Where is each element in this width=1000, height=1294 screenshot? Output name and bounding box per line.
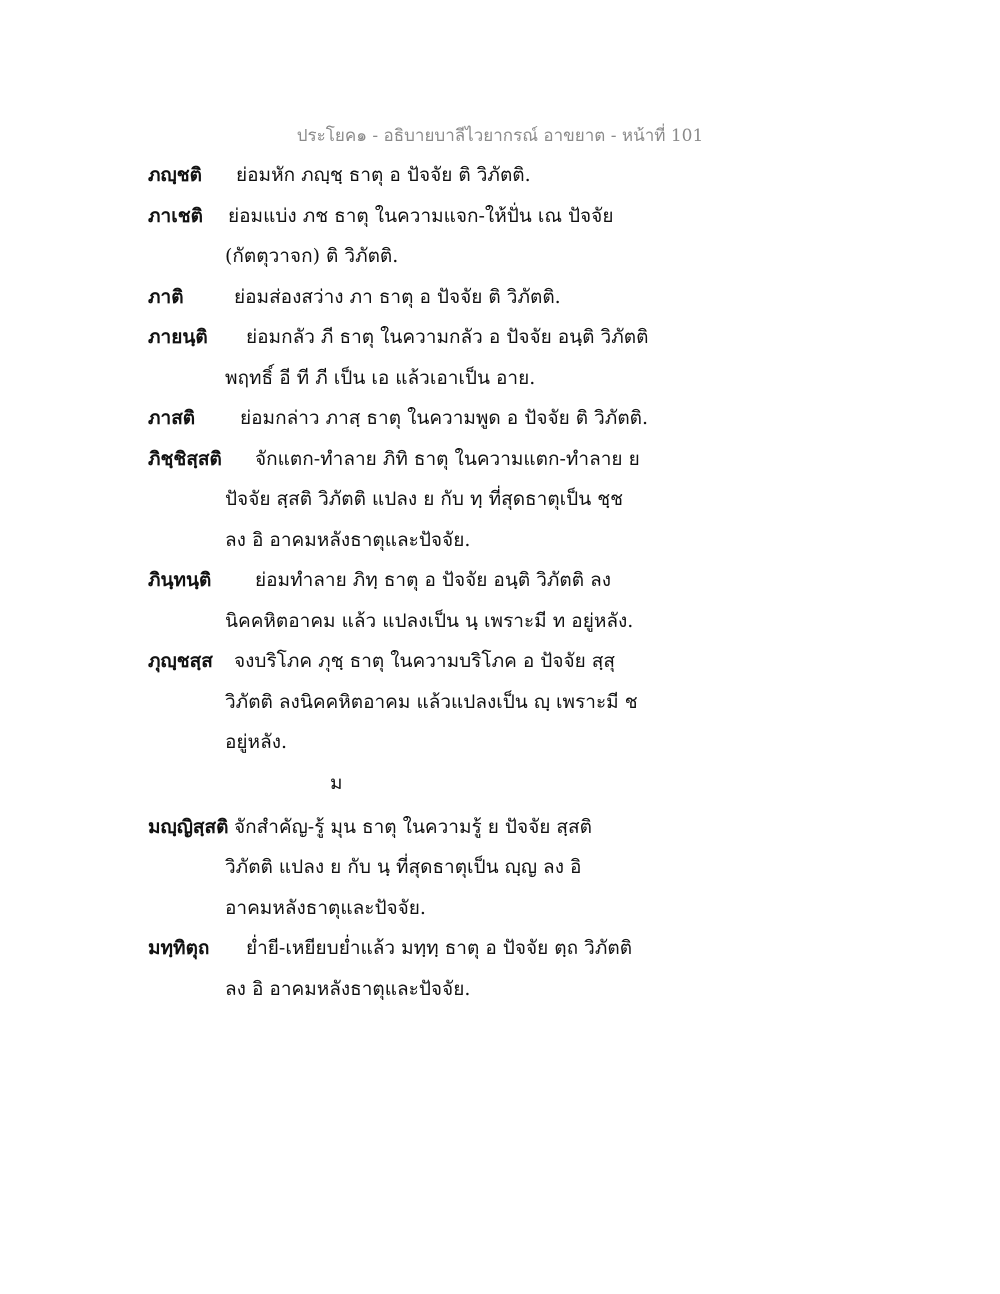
entry-line xyxy=(148,401,668,442)
entry-definition: ย่อมกลัว ภี ธาตุ ในความกลัว อ ปัจจัย อนฺติ วิภัตติ xyxy=(246,326,649,348)
glossary-entry xyxy=(148,442,668,564)
entry-term: ภินฺทนฺติ xyxy=(148,569,212,591)
entry-line xyxy=(148,199,668,240)
entry-line xyxy=(148,280,668,321)
entry-line xyxy=(148,361,668,402)
entry-line xyxy=(148,482,668,523)
entry-line xyxy=(148,891,668,932)
entry-line xyxy=(148,442,668,483)
entry-line xyxy=(148,972,668,1013)
glossary-content xyxy=(148,158,668,1012)
entry-term: ภิชฺชิสฺสติ xyxy=(148,447,222,470)
entry-line xyxy=(148,563,668,604)
entry-definition: อยู่หลัง. xyxy=(225,731,288,753)
entry-term: ภญฺชติ xyxy=(148,164,202,186)
glossary-entry xyxy=(148,931,668,1012)
glossary-entry xyxy=(148,644,668,766)
entry-definition: ลง อิ อาคมหลังธาตุและปัจจัย. xyxy=(225,528,471,551)
section-letter: ม xyxy=(330,771,343,794)
glossary-entry xyxy=(148,158,668,199)
entry-line xyxy=(148,604,668,645)
entry-definition: พฤทธิ์ อี ที ภี เป็น เอ แล้วเอาเป็น อาย. xyxy=(225,366,536,389)
glossary-entry xyxy=(148,810,668,932)
entry-line xyxy=(148,685,668,726)
entry-definition: จักแตก-ทำลาย ภิทิ ธาตุ ในความแตก-ทำลาย ย xyxy=(255,447,640,470)
entry-definition: ย่อมส่องสว่าง ภา ธาตุ อ ปัจจัย ติ วิภัตติ. xyxy=(234,285,561,308)
glossary-entry xyxy=(148,563,668,644)
entry-line xyxy=(148,931,668,972)
entry-definition: ย่ำยี-เหยียบย่ำแล้ว มทฺทฺ ธาตุ อ ปัจจัย ตฺถ วิภัตติ xyxy=(246,937,633,959)
entry-term: ภาติ xyxy=(148,285,184,308)
glossary-entry xyxy=(148,320,668,401)
glossary-entry xyxy=(148,280,668,321)
entry-line xyxy=(148,850,668,891)
entry-term: ภายนฺติ xyxy=(148,326,208,348)
entry-definition: ย่อมหัก ภญฺชฺ ธาตุ อ ปัจจัย ติ วิภัตติ. xyxy=(236,164,531,186)
entry-definition: วิภัตติ แปลง ย กับ นฺ ที่สุดธาตุเป็น ญฺญ ลง อิ xyxy=(225,856,582,878)
glossary-entry xyxy=(148,199,668,280)
entry-definition: จงบริโภค ภุชฺ ธาตุ ในความบริโภค อ ปัจจัย สฺสุ xyxy=(234,650,615,672)
entry-line xyxy=(148,810,668,851)
entry-line xyxy=(148,239,668,280)
page-header: ประโยค๑ - อธิบายบาลีไวยากรณ์ อาขยาต - หน้าที่ 101 xyxy=(296,126,704,146)
entry-definition: ย่อมกล่าว ภาสฺ ธาตุ ในความพูด อ ปัจจัย ติ วิภัตติ. xyxy=(240,407,649,429)
entry-line xyxy=(148,644,668,685)
entry-term: มญฺญิสฺสติ xyxy=(148,815,229,838)
entry-definition: นิคคหิตอาคม แล้ว แปลงเป็น นฺ เพราะมี ท อยู่หลัง. xyxy=(225,609,634,632)
entry-definition: วิภัตติ ลงนิคคหิตอาคม แล้วแปลงเป็น ญฺ เพราะมี ช xyxy=(225,690,638,713)
entry-definition: จักสำคัญ-รู้ มุน ธาตุ ในความรู้ ย ปัจจัย สฺสติ xyxy=(234,815,592,838)
entry-definition: ปัจจัย สฺสติ วิภัตติ แปลง ย กับ ทฺ ที่สุดธาตุเป็น ชฺช xyxy=(225,488,624,510)
entry-line xyxy=(148,158,668,199)
entry-term: ภาสติ xyxy=(148,407,196,429)
entry-definition: ย่อมทำลาย ภิทฺ ธาตุ อ ปัจจัย อนฺติ วิภัตติ ลง xyxy=(255,569,612,591)
entry-definition: ย่อมแบ่ง ภช ธาตุ ในความแจก-ให้ปั่น เณ ปัจจัย xyxy=(228,204,614,227)
glossary-entry xyxy=(148,401,668,442)
entry-line xyxy=(148,523,668,564)
entry-line xyxy=(148,725,668,766)
entry-definition: ลง อิ อาคมหลังธาตุและปัจจัย. xyxy=(225,977,471,1000)
entry-term: มทฺทิตุถ xyxy=(148,937,210,959)
entry-line xyxy=(148,320,668,361)
entry-definition: (กัตตุวาจก) ติ วิภัตติ. xyxy=(225,245,399,267)
entry-term: ภาเชติ xyxy=(148,204,203,227)
entry-definition: อาคมหลังธาตุและปัจจัย. xyxy=(225,896,426,919)
entry-term: ภุญฺชสฺส xyxy=(148,650,213,672)
